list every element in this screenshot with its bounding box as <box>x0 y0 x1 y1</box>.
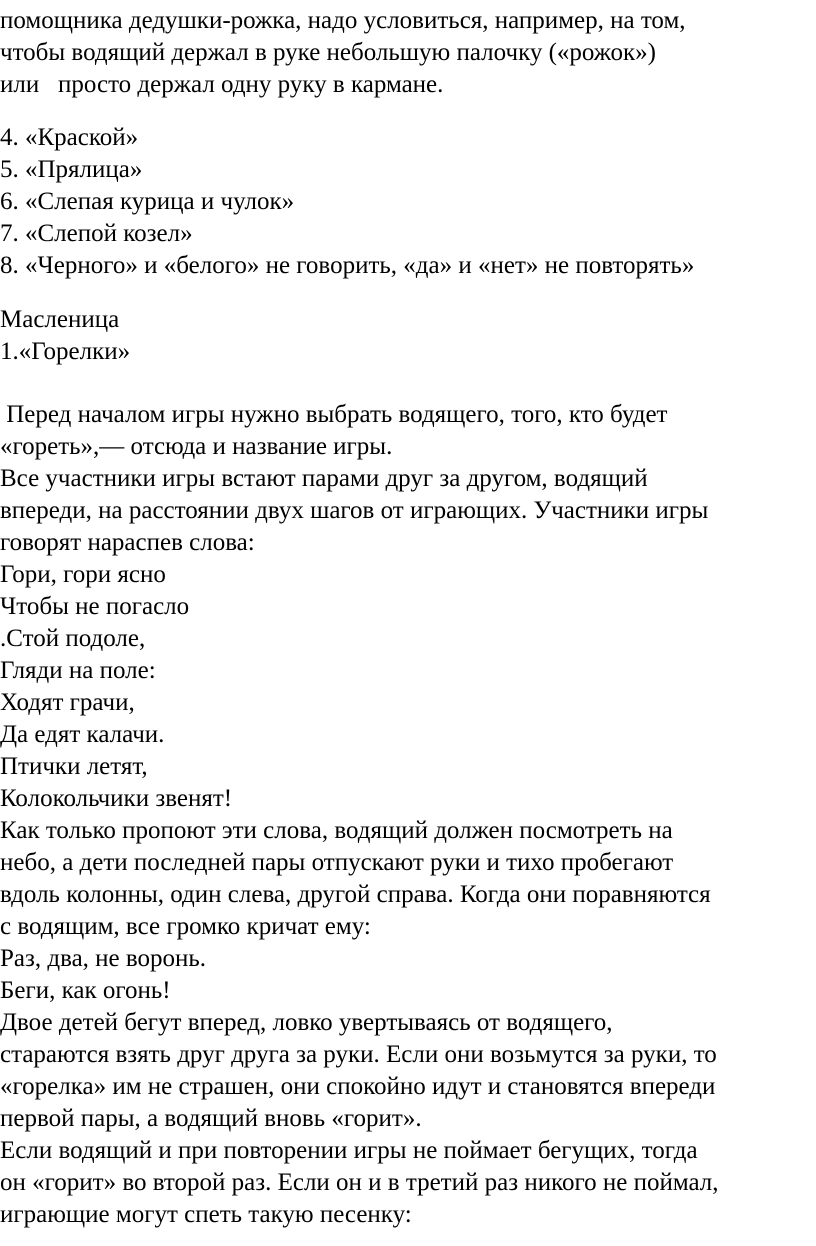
body-line: Как только пропоют эти слова, водящий должен посмотреть на <box>0 817 673 844</box>
paragraph-gap <box>0 101 816 122</box>
verse-line: Колокольчики звенят! <box>0 785 233 812</box>
verse-line: Да едят калачи. <box>0 721 165 748</box>
body-line: небо, а дети последней пары отпускают руки и тихо пробегают <box>0 849 674 876</box>
body-line: впереди, на расстоянии двух шагов от играющих. Участники игры <box>0 497 709 524</box>
body-line: «горелка» им не страшен, они спокойно идут и становятся впереди <box>0 1073 716 1100</box>
body-line: Если водящий и при повторении игры не поймает бегущих, тогда <box>0 1137 698 1164</box>
body-line: «гореть»,— отсюда и название игры. <box>0 433 393 460</box>
paragraph-gap <box>0 282 816 304</box>
verse-line: Ходят грачи, <box>0 689 135 716</box>
list-item: 4. «Краской» <box>0 124 139 151</box>
list-item: 5. «Прялица» <box>0 156 143 183</box>
section-heading <box>0 304 816 368</box>
verse-line: Раз, два, не воронь. <box>0 945 207 972</box>
verse-line: Гори, гори ясно <box>0 561 166 588</box>
intro-line: помощника дедушки-рожка, надо условиться, например, на том, <box>0 7 686 34</box>
body-line: с водящим, все громко кричат ему: <box>0 913 371 940</box>
verse-line: Гляди на поле: <box>0 657 156 684</box>
list-item: 6. «Слепая курица и чулок» <box>0 188 295 215</box>
body-line: Все участники игры встают парами друг за другом, водящий <box>0 465 648 492</box>
body-line: играющие могут спеть такую песенку: <box>0 1201 412 1228</box>
body-line: говорят нараспев слова: <box>0 529 255 556</box>
section-title: Масленица <box>0 306 120 333</box>
verse-line: .Стой подоле, <box>0 625 146 652</box>
game-title: 1.«Горелки» <box>0 338 131 365</box>
body-text <box>0 399 816 1231</box>
body-line: он «горит» во второй раз. Если он и в третий раз никого не поймал, <box>0 1169 719 1196</box>
intro-line: или просто держал одну руку в кармане. <box>0 71 444 98</box>
paragraph-gap <box>0 368 816 399</box>
body-line: стараются взять друг друга за руки. Если они возьмутся за руки, то <box>0 1041 717 1068</box>
intro-paragraph <box>0 5 816 101</box>
body-line: Двое детей бегут вперед, ловко увертываясь от водящего, <box>0 1009 613 1036</box>
list-item: 8. «Черного» и «белого» не говорить, «да» и «нет» не повторять» <box>0 252 695 279</box>
intro-line: чтобы водящий держал в руке небольшую палочку («рожок») <box>0 39 656 66</box>
body-line: Перед началом игры нужно выбрать водящего, того, кто будет <box>0 401 668 428</box>
verse-line: Чтобы не погасло <box>0 593 190 620</box>
verse-line: Птички летят, <box>0 753 148 780</box>
body-line: вдоль колонны, один слева, другой справа. Когда они поравняются <box>0 881 711 908</box>
body-line: первой пары, а водящий вновь «горит». <box>0 1105 422 1132</box>
list-item: 7. «Слепой козел» <box>0 220 193 247</box>
game-list <box>0 122 816 282</box>
verse-line: Беги, как огонь! <box>0 977 171 1004</box>
